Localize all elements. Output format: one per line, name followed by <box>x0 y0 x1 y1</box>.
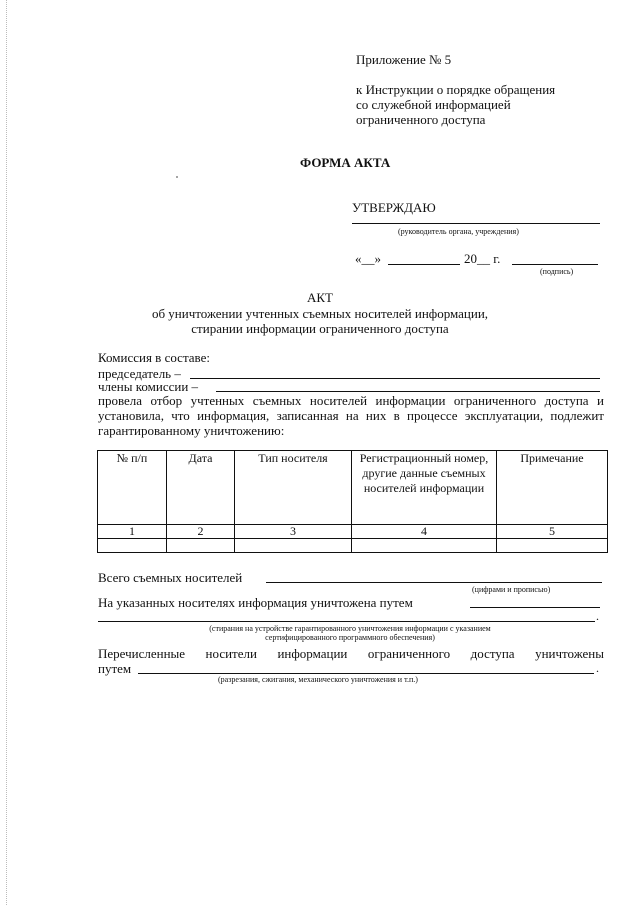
chairman-line <box>190 378 600 379</box>
date-day: «__» <box>355 251 381 266</box>
table-cell <box>497 539 608 553</box>
listed-path: путем <box>98 661 132 676</box>
table-header: Регистрационный номер, другие данные съемных носителей информации <box>352 451 497 525</box>
scan-edge <box>6 0 8 905</box>
listed-line <box>138 673 594 674</box>
listed-text: Перечисленные носители информации ограниченного доступа уничтожены <box>98 646 604 661</box>
table-cell: 5 <box>497 525 608 539</box>
destroyed-line-2 <box>98 621 595 622</box>
table-cell <box>235 539 352 553</box>
instruction-line-2: со служебной информацией <box>356 97 511 112</box>
date-month-line <box>388 264 460 265</box>
act-title: АКТ <box>307 290 333 305</box>
table-cell: 4 <box>352 525 497 539</box>
table-cell: 2 <box>167 525 235 539</box>
commission-body: провела отбор учтенных съемных носителей информации ограниченного доступа и установила, что информация, записанная на них в процессе эксплуатации, подлежит гарантированному уничтожению: <box>98 393 604 438</box>
appendix-label: Приложение № 5 <box>356 52 452 67</box>
act-subtitle-2: стирании информации ограниченного доступа <box>191 321 449 336</box>
total-label: Всего съемных носителей <box>98 570 243 585</box>
table-cell <box>98 539 167 553</box>
table-header-row <box>98 451 608 525</box>
table-cell <box>167 539 235 553</box>
table-number-row <box>98 525 608 539</box>
table-header: Тип носителя <box>235 451 352 525</box>
table-row <box>98 539 608 553</box>
table-header: № п/п <box>98 451 167 525</box>
members-line <box>216 391 600 392</box>
method-caption: (разрезания, сжигания, механического уничтожения и т.п.) <box>218 675 418 684</box>
media-table <box>97 450 608 553</box>
total-caption: (цифрами и прописью) <box>472 585 551 594</box>
members-label: члены комиссии – <box>98 379 199 394</box>
signature-caption: (подпись) <box>540 267 574 276</box>
destroyed-label: На указанных носителях информация уничтожена путем <box>98 595 413 610</box>
instruction-line-3: ограниченного доступа <box>356 112 486 127</box>
commission-label: Комиссия в составе: <box>98 350 210 365</box>
destroyed-line <box>470 607 600 608</box>
date-year: 20__ г. <box>464 251 501 266</box>
table-header: Дата <box>167 451 235 525</box>
table-header: Примечание <box>497 451 608 525</box>
chairman-label: председатель – <box>98 366 181 381</box>
head-signature-line <box>352 223 600 224</box>
signature-line <box>512 264 598 265</box>
scan-speck <box>176 176 178 178</box>
instruction-line-1: к Инструкции о порядке обращения <box>356 82 556 97</box>
listed-end: . <box>596 661 599 675</box>
act-subtitle-1: об уничтожении учтенных съемных носителей информации, <box>151 306 489 321</box>
form-title: ФОРМА АКТА <box>300 155 391 170</box>
destroyed-end: . <box>596 609 599 623</box>
head-caption: (руководитель органа, учреждения) <box>398 227 519 236</box>
approve-label: УТВЕРЖДАЮ <box>352 200 436 215</box>
erase-caption-2: сертифицированного программного обеспечения) <box>265 633 435 642</box>
table-cell: 3 <box>235 525 352 539</box>
total-line <box>266 582 602 583</box>
erase-caption-1: (стирания на устройстве гарантированного уничтожения информации с указанием <box>209 624 491 633</box>
table-cell: 1 <box>98 525 167 539</box>
table-cell <box>352 539 497 553</box>
